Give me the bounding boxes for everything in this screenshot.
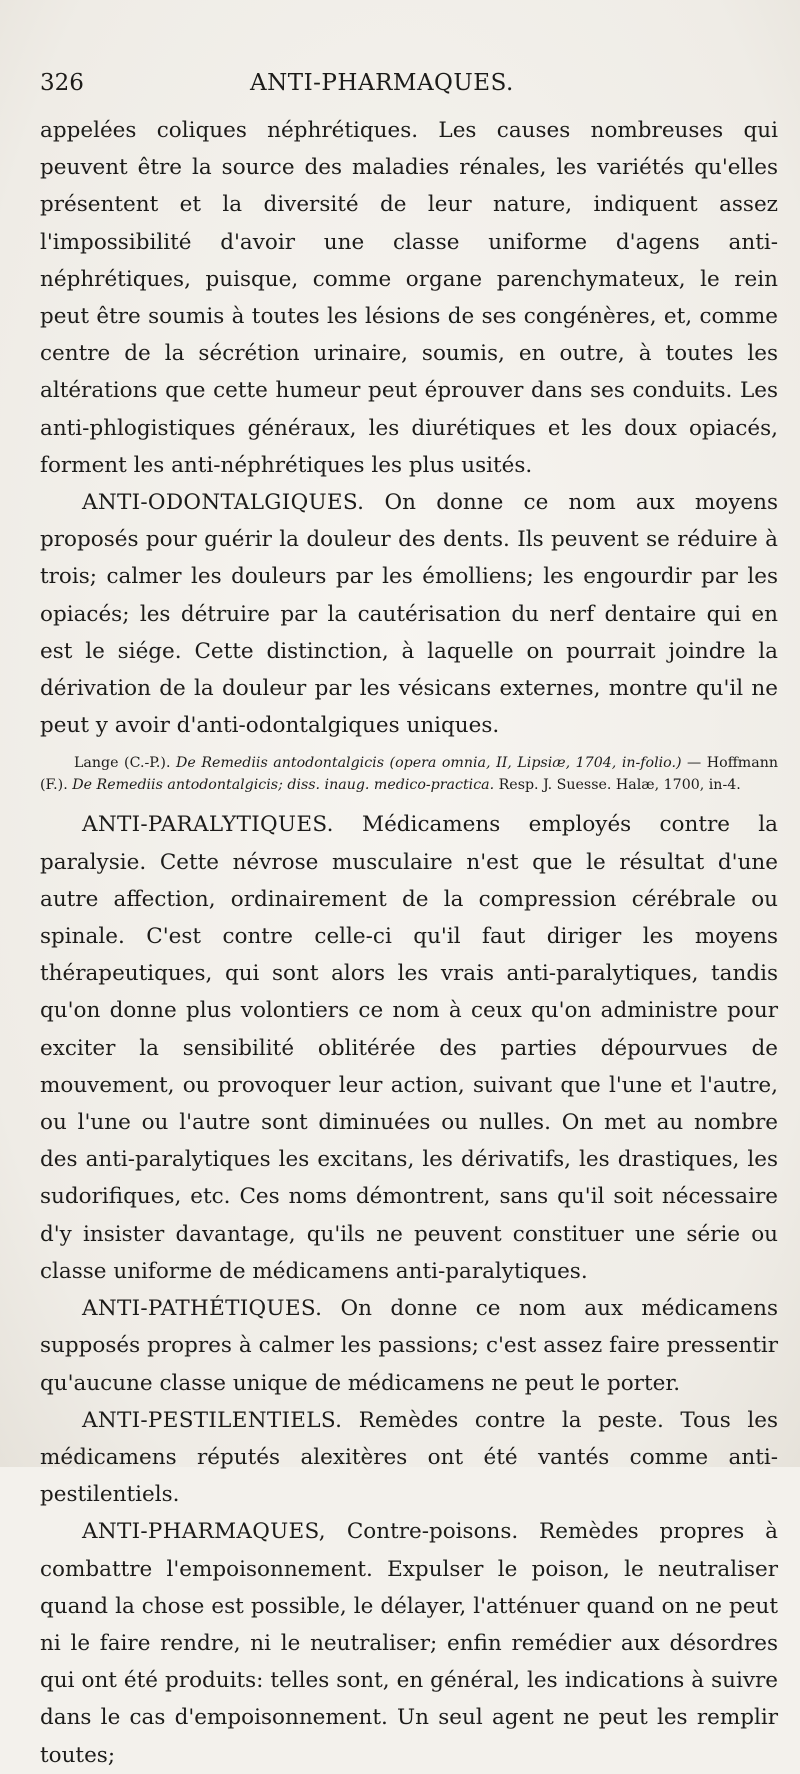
page-header [40,70,778,106]
paragraph-nephretiques-continued: appelées coliques néphrétiques. Les causes nombreuses qui peuvent être la source des maladies rénales, les variétés qu'elles présentent et la diversité de leur nature, indiquent assez l'impossibilité d'avoir une classe uniforme d'agens anti-néphrétiques, puisque, comme organe parenchymateux, le rein peut être soumis à toutes les lésions de ses congénères, et, comme centre de la sécrétion urinaire, soumis, en outre, à toutes les altérations que cette humeur peut éprouver dans ses conduits. Les anti-phlogistiques généraux, les diurétiques et les doux opiacés, forment les anti-néphrétiques les plus usités. [40,118,778,478]
entry-anti-paralytiques [40,806,778,1290]
entry-anti-pestilentiels [40,1402,778,1514]
entry-anti-pharmaques [40,1513,778,1773]
entry-term: ANTI-ODONTALGIQUES. [82,490,365,516]
entry-text: On donne ce nom aux moyens proposés pour guérir la douleur des dents. Ils peuvent se réduire à trois; calmer les douleurs par les émolliens; les engourdir par les opiacés; les détruire par la cautérisation du nerf dentaire qui en est le siége. Cette distinction, à laquelle on pourrait joindre la dérivation de la douleur par les vésicans externes, montre qu'il ne peut y avoir d'anti-odontalgiques uniques. [40,490,778,739]
entry-text: Contre-poisons. Remèdes propres à combattre l'empoisonnement. Expulser le poison, le neutraliser quand la chose est possible, le délayer, l'atténuer quand on ne peut ni le faire rendre, ni le neutraliser; enfin remédier aux désordres qui ont été produits: telles sont, en général, les indications à suivre dans le cas d'empoisonnement. Un seul agent ne peut les remplir toutes; [40,1519,778,1768]
entry-text: Médicamens employés contre la paralysie. Cette névrose musculaire n'est que le résultat d'une autre affection, ordinairement de la compression cérébrale ou spinale. C'est contre celle-ci qu'il faut diriger les moyens thérapeutiques, qui sont alors les vrais anti-paralytiques, tandis qu'on donne plus volontiers ce nom à ceux qu'on administre pour exciter la sensibilité oblitérée des parties dépourvues de mouvement, ou provoquer leur action, suivant que l'une et l'autre, ou l'une ou l'autre sont diminuées ou nulles. On met au nombre des anti-paralytiques les excitans, les dérivatifs, les drastiques, les sudorifiques, etc. Ces noms démontrent, sans qu'il soit nécessaire d'y insister davantage, qu'ils ne peuvent constituer une série ou classe uniforme de médicamens anti-paralytiques. [40,812,778,1284]
running-head: ANTI-PHARMAQUES. [250,70,514,96]
reference-author: Lange (C.-P.). [74,755,177,772]
page-number: 326 [40,70,84,96]
entry-text: On donne ce nom aux médicamens supposés propres à calmer les passions; c'est assez faire pressentir qu'aucune classe unique de médicamens ne peut le porter. [40,1296,778,1396]
entry-anti-odontalgiques [40,484,778,744]
entry-text: Remèdes contre la peste. Tous les médicamens réputés alexitères ont été vantés comme anti-pestilentiels. [40,1407,778,1508]
reference-title: De Remediis antodontalgicis; diss. inaug. medico-practica. [72,777,495,794]
entry-term: ANTI-PARALYTIQUES. [82,812,334,838]
entry-term: ANTI-PHARMAQUES, [82,1519,326,1545]
reference-details: Resp. J. Suesse. Halæ, 1700, in-4. [494,777,741,794]
entry-anti-pathetiques [40,1290,778,1402]
bibliographic-references [40,752,778,796]
reference-author: — Hoffmann (F.). [40,755,778,794]
body-text [40,112,778,1774]
reference-title: De Remediis antodontalgicis (opera omnia, II, Lipsiæ, 1704, in-folio.) [176,755,682,772]
entry-term: ANTI-PESTILENTIELS. [82,1407,343,1433]
entry-term: ANTI-PATHÉTIQUES. [82,1296,323,1322]
